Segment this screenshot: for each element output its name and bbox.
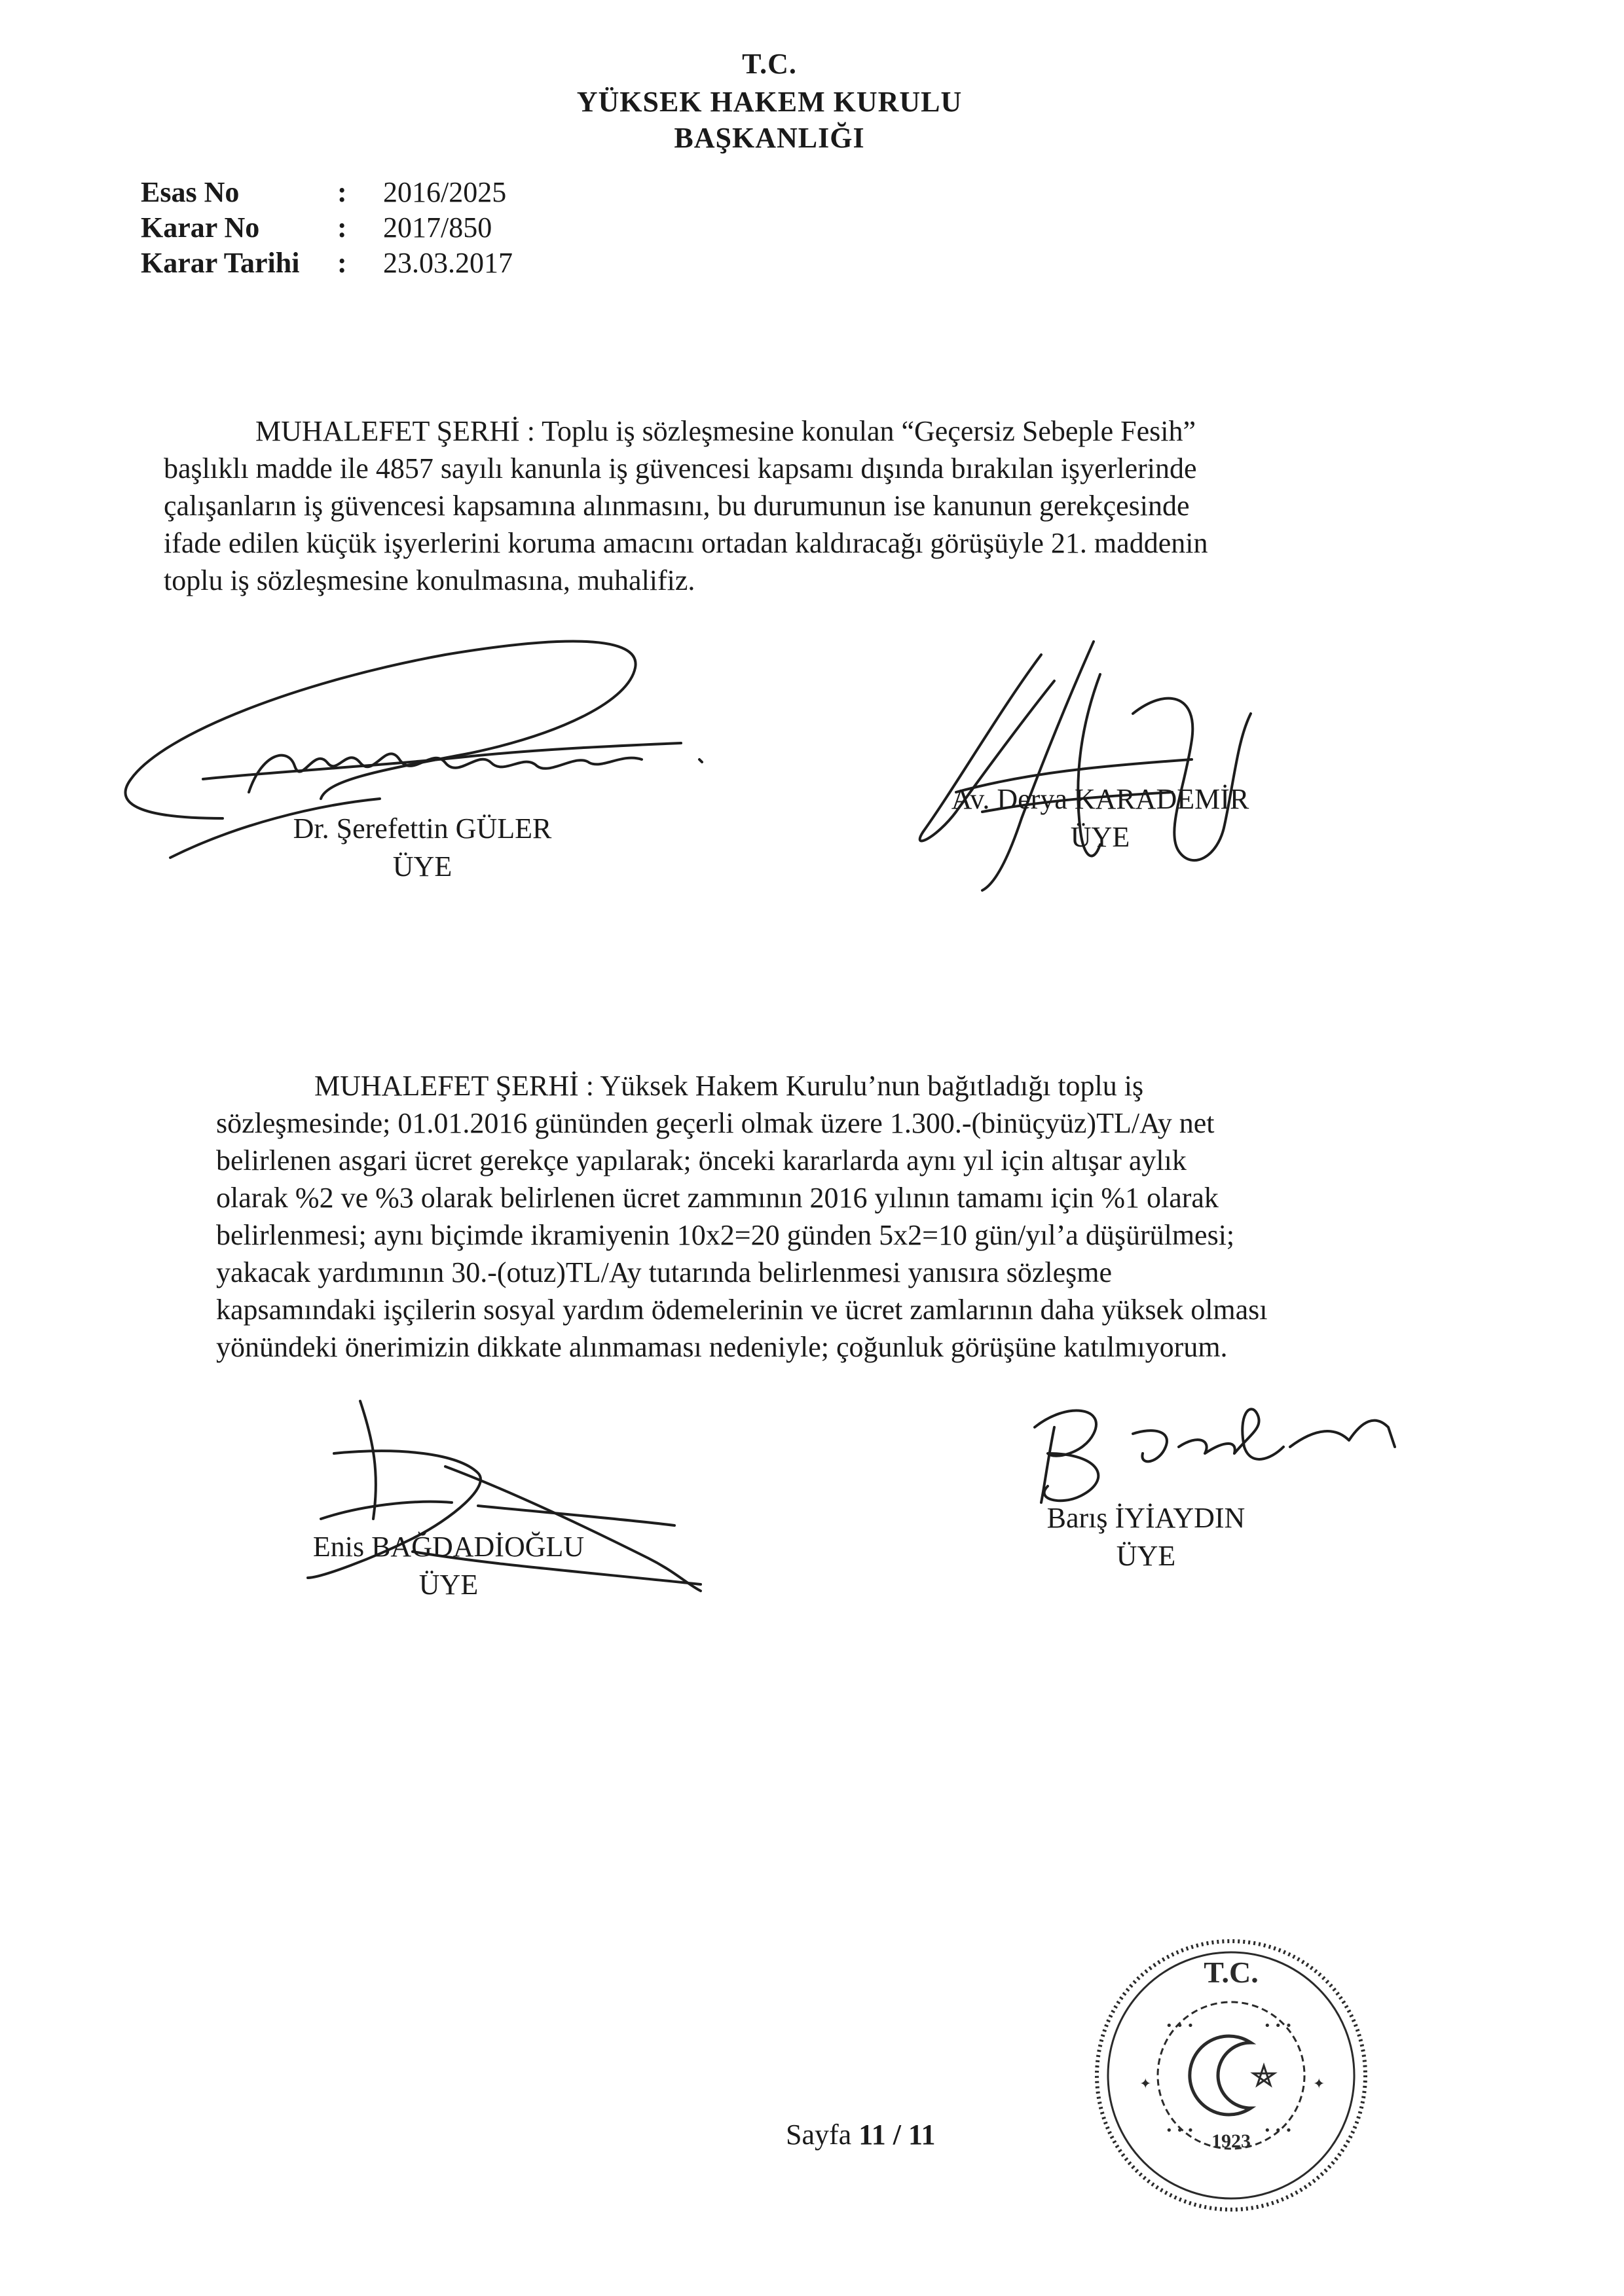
page-prefix: Sayfa xyxy=(786,2119,852,2151)
karar-colon: : xyxy=(337,211,347,244)
dissent-2 xyxy=(216,1067,1414,1366)
signature-iyiaydin xyxy=(1008,1388,1414,1506)
dissent-1 xyxy=(164,412,1395,599)
signatory-role: ÜYE xyxy=(1116,1540,1176,1572)
svg-text:• • •: • • • xyxy=(1166,2019,1194,2033)
dissent-1-line: toplu iş sözleşmesine konulmasına, muhalifiz. xyxy=(164,564,695,596)
official-seal xyxy=(1087,1931,1375,2219)
page-count: 11 / 11 xyxy=(858,2119,936,2151)
dissent-1-line: ifade edilen küçük işyerlerini koruma amacını ortadan kaldıracağı görüşüyle 21. maddenin xyxy=(164,527,1208,559)
tarih-value: 23.03.2017 xyxy=(383,247,513,279)
svg-text:• • •: • • • xyxy=(1264,2124,1293,2138)
esas-label: Esas No xyxy=(141,176,240,208)
esas-colon: : xyxy=(337,176,347,208)
esas-value: 2016/2025 xyxy=(383,176,507,208)
dissent-2-line: MUHALEFET ŞERHİ : Yüksek Hakem Kurulu’nun bağıtladığı toplu iş xyxy=(314,1070,1144,1102)
signatory-name: Barış İYİAYDIN xyxy=(1046,1502,1246,1534)
dissent-1-line: çalışanların iş güvencesi kapsamına alınmasını, bu durumunun ise kanunun gerekçesinde xyxy=(164,490,1190,522)
dissent-1-line: MUHALEFET ŞERHİ : Toplu iş sözleşmesine konulan “Geçersiz Sebeple Fesih” xyxy=(255,415,1196,447)
header-institution: YÜKSEK HAKEM KURULU xyxy=(576,86,963,118)
header-presidency: BAŞKANLIĞI xyxy=(674,122,865,154)
dissent-2-line: yakacak yardımının 30.-(otuz)TL/Ay tutarında belirlenmesi yanısıra sözleşme xyxy=(216,1256,1113,1288)
page-number xyxy=(786,2118,936,2151)
karar-label: Karar No xyxy=(141,211,260,244)
dissent-2-line: belirlenen asgari ücret gerekçe yapılarak; önceki kararlarda aynı yıl için altışar aylık xyxy=(216,1144,1187,1176)
case-info xyxy=(141,175,599,280)
svg-text:• • •: • • • xyxy=(1264,2019,1293,2033)
svg-text:✦: ✦ xyxy=(1313,2076,1325,2092)
signatory-name: Dr. Şerefettin GÜLER xyxy=(293,812,552,845)
esas-row xyxy=(141,175,599,210)
tarih-colon: : xyxy=(337,247,347,279)
signature-karademir xyxy=(884,615,1290,897)
svg-text:✦: ✦ xyxy=(1139,2076,1152,2092)
dissent-1-line: başlıklı madde ile 4857 sayılı kanunla iş güvencesi kapsamı dışında bırakılan işyerlerinde xyxy=(164,452,1197,484)
signatory-name: Av. Derya KARADEMİR xyxy=(951,783,1249,815)
tarih-row xyxy=(141,246,599,280)
seal-top-text: T.C. xyxy=(1204,1956,1259,1989)
signatory-name: Enis BAĞDADİOĞLU xyxy=(312,1531,585,1563)
signatory-role: ÜYE xyxy=(392,850,452,883)
dissent-2-line: yönündeki önerimizin dikkate alınmaması nedeniyle; çoğunluk görüşüne katılmıyorum. xyxy=(216,1331,1228,1363)
dissent-2-line: kapsamındaki işçilerin sosyal yardım ödemelerinin ve ücret zamlarının daha yüksek olması xyxy=(216,1294,1268,1326)
seal-year: 1923 xyxy=(1211,2130,1251,2152)
signatory-role: ÜYE xyxy=(418,1569,479,1601)
svg-text:• • •: • • • xyxy=(1166,2124,1194,2138)
dissent-2-line: sözleşmesinde; 01.01.2016 gününden geçerli olmak üzere 1.300.-(binüçyüz)TL/Ay net xyxy=(216,1107,1215,1139)
dissent-2-line: olarak %2 ve %3 olarak belirlenen ücret zammının 2016 yılının tamamı için %1 olarak xyxy=(216,1182,1219,1214)
tarih-label: Karar Tarihi xyxy=(141,247,300,279)
karar-value: 2017/850 xyxy=(383,211,492,244)
karar-row xyxy=(141,211,599,245)
signatory-role: ÜYE xyxy=(1070,821,1130,853)
dissent-2-line: belirlenmesi; aynı biçimde ikramiyenin 10x2=20 günden 5x2=10 gün/yıl’a düşürülmesi; xyxy=(216,1219,1235,1251)
header-tc: T.C. xyxy=(742,48,797,80)
